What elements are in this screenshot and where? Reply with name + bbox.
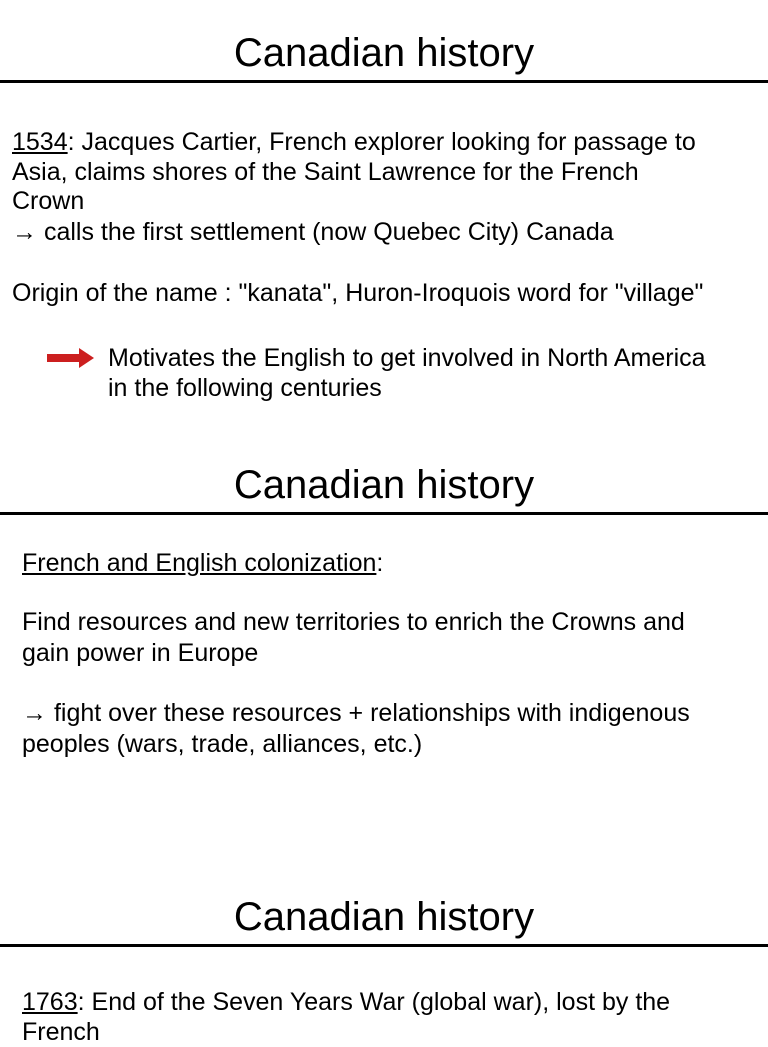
slide-3-para-line-2: French	[22, 1018, 100, 1046]
year-1534: 1534	[12, 128, 68, 156]
slide-3-title: Canadian history	[233, 895, 535, 939]
year-1763: 1763	[22, 988, 78, 1016]
slide-1-bullet-line-1: Motivates the English to get involved in North America	[108, 344, 706, 372]
slide-2-title-rule	[0, 512, 768, 515]
slide-1-title-rule	[0, 80, 768, 83]
slide-2-para-1-line-2: gain power in Europe	[22, 639, 259, 667]
slide-2-para-1-line-1: Find resources and new territories to enrich the Crowns and	[22, 608, 685, 636]
slide-1-para-1-line-1	[12, 127, 696, 157]
slide-2-para-2-line-1: → fight over these resources + relationships with indigenous	[22, 699, 690, 727]
slide-1-para-1-line-3: Crown	[12, 187, 85, 215]
slide-1-origin-text: Origin of the name : "kanata", Huron-Iroquois word for "village"	[12, 279, 704, 307]
slide-1-para-1-line-4: → calls the first settlement (now Quebec City) Canada	[12, 218, 614, 246]
slide-3-title-rule	[0, 944, 768, 947]
slide-2-para-2-line-2: peoples (wars, trade, alliances, etc.)	[22, 730, 423, 758]
slide-1-para-1-line-2: Asia, claims shores of the Saint Lawrence for the French	[12, 158, 639, 186]
slide-1-para-1-rest: : Jacques Cartier, French explorer looking for passage to	[67, 128, 696, 156]
slide-2-title: Canadian history	[233, 463, 535, 507]
slide-3-para-rest: : End of the Seven Years War (global war), lost by the	[77, 988, 671, 1016]
red-right-arrow-icon	[47, 346, 95, 370]
colonization-heading: French and English colonization	[22, 549, 377, 577]
slide-1-title: Canadian history	[233, 31, 535, 75]
slide-3-para-line-1	[22, 987, 670, 1017]
slide-2-heading	[22, 548, 383, 578]
colonization-heading-colon: :	[376, 549, 384, 577]
slide-1-bullet-line-2: in the following centuries	[108, 374, 382, 402]
